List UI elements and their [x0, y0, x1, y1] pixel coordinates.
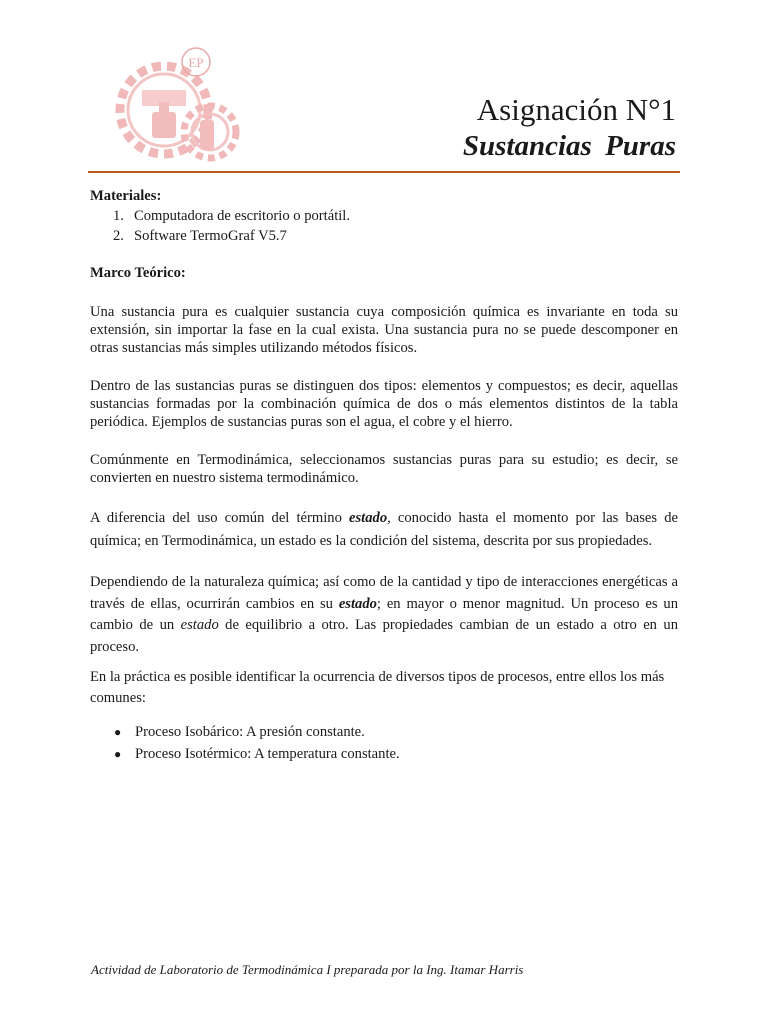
list-number: 2.	[113, 228, 124, 244]
list-item	[90, 721, 678, 743]
paragraph: Dentro de las sustancias puras se distinguen dos tipos: elementos y compuestos; es decir, aquellas sustancias formadas por la combinación química de dos o más elementos distintos de la tabla periódica. Ejemplos de sustancias puras son el agua, el cobre y el hierro.	[90, 378, 678, 430]
list-number: 1.	[113, 208, 124, 224]
text-run: A diferencia del uso común del término	[90, 510, 350, 526]
paragraph	[90, 572, 678, 658]
paragraph	[90, 507, 678, 553]
list-item	[113, 206, 678, 226]
list-item-text: Computadora de escritorio o portátil.	[134, 208, 351, 224]
list-item-text: Software TermoGraf V5.7	[134, 228, 287, 244]
list-item-text: Proceso Isotérmico: A temperatura constante.	[135, 746, 400, 762]
header-divider	[88, 171, 680, 173]
paragraph: En la práctica es posible identificar la ocurrencia de diversos tipos de procesos, entre ellos los más comunes:	[90, 669, 665, 706]
page-title: Asignación N°1	[476, 92, 676, 127]
text-run: Dependiendo de la naturaleza química; así como de la cantidad y tipo de interacciones energéticas a través de ellas, ocurrirán cambios en su	[90, 574, 678, 612]
document-body	[90, 186, 678, 765]
theory-heading: Marco Teórico:	[90, 265, 186, 281]
text-run: ; en mayor o menor magnitud. Un proceso es un cambio de un	[90, 595, 678, 633]
materials-heading: Materiales:	[90, 188, 162, 204]
logo-lettering: EP	[188, 55, 204, 70]
paragraph: Una sustancia pura es cualquier sustancia cuya composición química es invariante en toda su extensión, sin importar la fase en la cual exista. Una sustancia pura no se puede descomponer en otras sustancias más simples utilizando métodos físicos.	[90, 304, 678, 356]
process-list	[90, 721, 678, 765]
bullet-icon: ●	[114, 747, 122, 761]
paragraph: Comúnmente en Termodinámica, seleccionamos sustancias puras para su estudio; es decir, se convierten en nuestro sistema termodinámico.	[90, 452, 678, 486]
page-footer: Actividad de Laboratorio de Termodinámica I preparada por la Ing. Itamar Harris	[91, 962, 524, 977]
text-run: , conocido hasta el momento por las bases de química; en Termodinámica, un estado es la condición del sistema, descrita por sus propiedades.	[90, 510, 678, 549]
list-item-text: Proceso Isobárico: A presión constante.	[135, 724, 365, 740]
text-run: de equilibrio a otro. Las propiedades cambian de un estado a otro en un proceso.	[90, 617, 678, 655]
emphasis-term: estado	[338, 595, 377, 612]
emphasis-term: estado	[349, 510, 388, 526]
title-block	[463, 92, 676, 164]
page-subtitle: Sustancias Puras	[462, 130, 676, 162]
list-item	[113, 226, 678, 246]
emphasis-term: estado	[180, 617, 219, 633]
institution-logo	[112, 38, 242, 170]
list-item	[90, 743, 678, 765]
bullet-icon: ●	[114, 725, 122, 739]
materials-list	[90, 206, 678, 246]
